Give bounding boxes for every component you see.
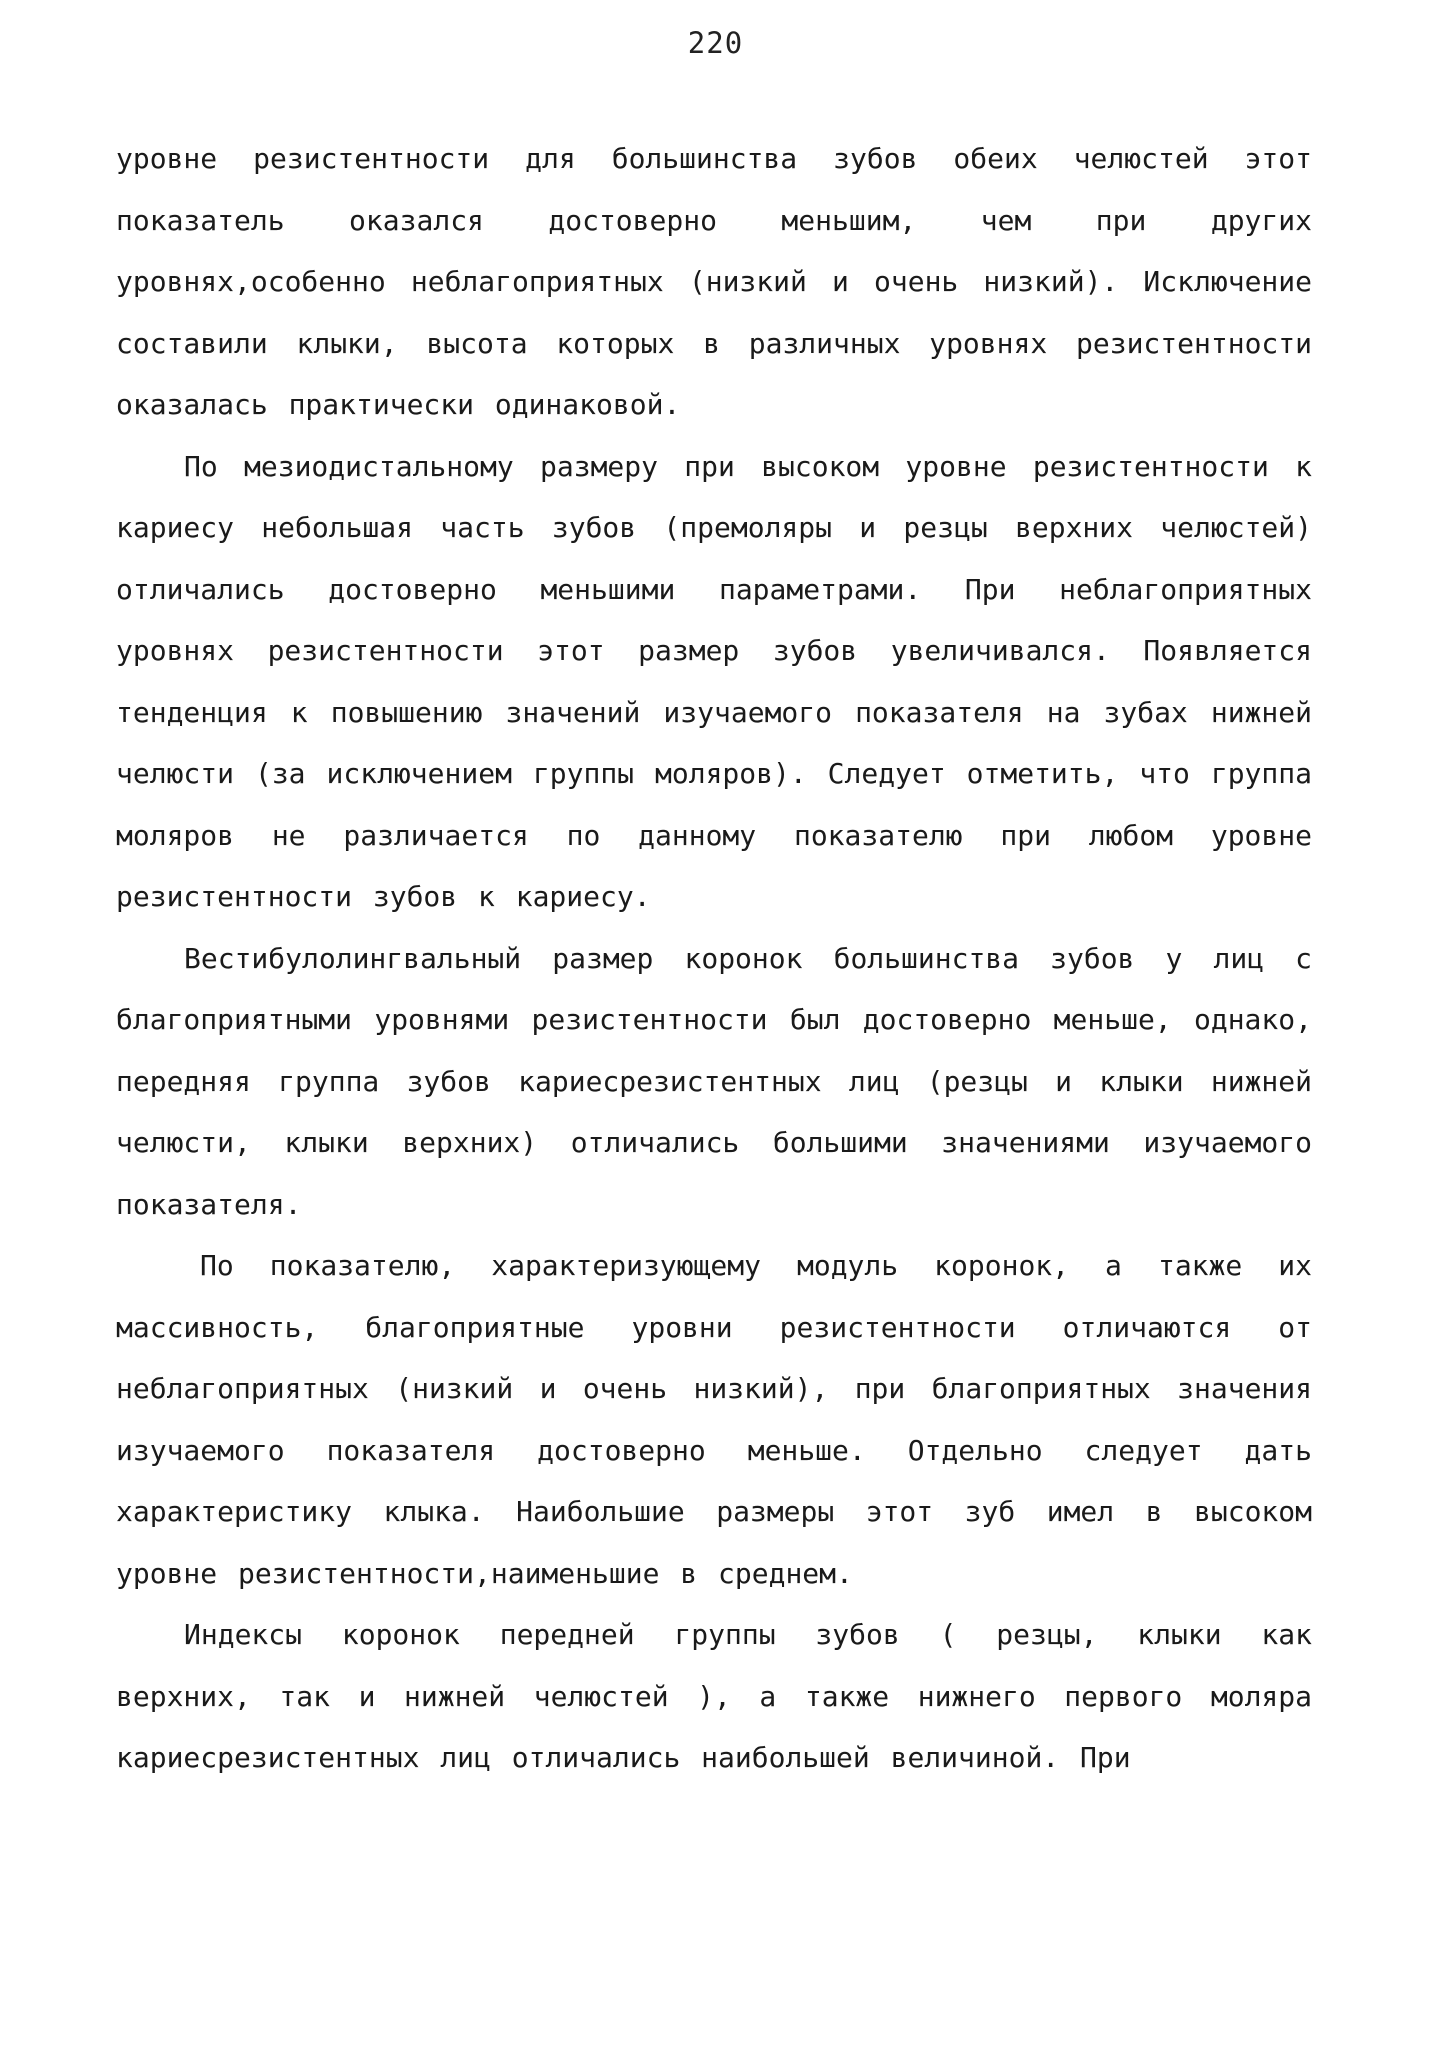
page-number: 220 [687, 26, 744, 60]
paragraph-vestibulolingual: Вестибулолингвальный размер коронок большинства зубов у лиц с благоприятными уровнями резистентности был достоверно меньше, однако, передняя группа зубов кариесрезистентных лиц (резцы и клыки нижней челюсти, клыки верхних) отличались большими значениями изучаемого показателя. [116, 941, 1312, 1221]
page-body [116, 128, 1312, 1789]
paragraph-crown-indices: Индексы коронок передней группы зубов ( резцы, клыки как верхних, так и нижней челюстей ), а также нижнего первого моляра кариесрезистентных лиц отличались наибольшей величиной. При [116, 1618, 1312, 1774]
paragraph-mesiodistal: По мезиодистальному размеру при высоком уровне резистентности к кариесу небольшая часть зубов (премоляры и резцы верхних челюстей) отличались достоверно меньшими параметрами. При неблагоприятных уровнях резистентности этот размер зубов увеличивался. Появляется тенденция к повышению значений изучаемого показателя на зубах нижней челюсти (за исключением группы моляров). Следует отметить, что группа моляров не различается по данному показателю при любом уровне резистентности зубов к кариесу. [116, 449, 1312, 913]
paragraph-continuation: уровне резистентности для большинства зубов обеих челюстей этот показатель оказался достоверно меньшим, чем при других уровнях,особенно неблагоприятных (низкий и очень низкий). Исключение составили клыки, высота которых в различных уровнях резистентности оказалась практически одинаковой. [116, 142, 1312, 421]
paragraph-crown-module: По показателю, характеризующему модуль коронок, а также их массивность, благоприятные уровни резистентности отличаются от неблагоприятных (низкий и очень низкий), при благоприятных значения изучаемого показателя достоверно меньше. Отдельно следует дать характеристику клыка. Наибольшие размеры этот зуб имел в высоком уровне резистентности,наименьшие в среднем. [116, 1249, 1312, 1590]
